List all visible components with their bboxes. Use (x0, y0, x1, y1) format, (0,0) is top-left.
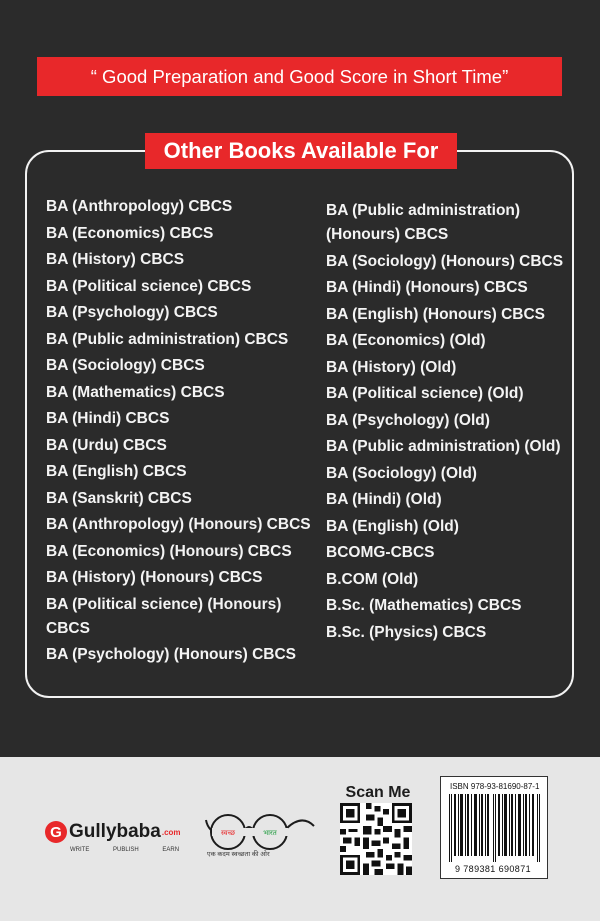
book-item: BA (Mathematics) CBCS (46, 383, 225, 401)
book-item: BCOMG-CBCS (326, 544, 435, 561)
book-item: BA (Urdu) CBCS (46, 436, 167, 454)
book-item: BA (Psychology) (Old) (326, 411, 490, 429)
logo-tag: WRITE (70, 847, 90, 853)
book-item: BA (Sociology) (Old) (326, 464, 477, 482)
book-item: BA (Economics) CBCS (46, 224, 214, 242)
swachh-right-word: भारत (263, 829, 277, 837)
book-item: BA (Anthropology) (Honours) CBCS (46, 516, 311, 533)
book-item: B.COM (Old) (326, 570, 419, 588)
book-item: BA (Psychology) (Honours) CBCS (46, 646, 297, 663)
book-item: BA (Public administration) (Old) (326, 438, 561, 455)
logo-tag: PUBLISH (113, 847, 139, 853)
book-item: BA (English) CBCS (46, 463, 187, 480)
book-item: BA (Political science) (Honours) CBCS (46, 595, 282, 637)
book-item: B.Sc. (Physics) CBCS (326, 623, 487, 641)
book-item: BA (Sanskrit) CBCS (46, 489, 192, 507)
book-item: BA (Psychology) CBCS (46, 304, 218, 321)
book-item: BA (Political science) CBCS (46, 277, 252, 295)
book-item: BA (History) (Honours) CBCS (46, 569, 263, 586)
logo-suffix: .com (161, 827, 181, 837)
book-item: BA (Anthropology) CBCS (46, 198, 233, 215)
book-list-right (326, 199, 588, 647)
logo-name: Gullybaba (69, 821, 161, 842)
barcode-number: 9 789381 690871 (454, 864, 532, 874)
book-item: BA (Political science) (Old) (326, 385, 524, 402)
book-item: BA (History) (Old) (326, 358, 457, 376)
books-heading: Other Books Available For (145, 133, 457, 169)
book-item: BA (Public administration) CBCS (46, 330, 289, 348)
book-item: BA (Public administration) (Honours) CBCS (326, 202, 521, 243)
book-item: BA (English) (Old) (326, 517, 459, 535)
book-item: BA (Sociology) (Honours) CBCS (326, 252, 564, 270)
logo-mark-icon: G (45, 821, 67, 843)
gullybaba-logo (45, 821, 181, 843)
swachh-caption: एक कदम स्वच्छता की ओर (207, 851, 270, 858)
tagline-banner: “ Good Preparation and Good Score in Short Time” (37, 57, 562, 96)
logo-tag: EARN (162, 847, 180, 853)
barcode-icon (447, 794, 543, 862)
book-item: BA (Sociology) CBCS (46, 357, 205, 374)
isbn-label: ISBN 978-93-81690-87-1 (450, 782, 540, 791)
book-item: BA (Economics) (Honours) CBCS (46, 542, 292, 560)
swachh-left-word: स्वच्छ (220, 829, 236, 837)
book-list-left (46, 195, 316, 670)
book-item: BA (History) CBCS (46, 251, 185, 268)
book-item: BA (Hindi) CBCS (46, 410, 170, 427)
book-item: BA (Hindi) (Honours) CBCS (326, 279, 528, 296)
swachh-bharat-glasses-icon (204, 806, 316, 854)
book-item: BA (Hindi) (Old) (326, 491, 442, 508)
qr-code-icon (340, 803, 412, 875)
scan-me-label: Scan Me (345, 784, 411, 801)
book-item: BA (English) (Honours) CBCS (326, 305, 545, 323)
logo-tags (70, 847, 201, 853)
book-item: B.Sc. (Mathematics) CBCS (326, 597, 522, 614)
book-item: BA (Economics) (Old) (326, 332, 486, 349)
